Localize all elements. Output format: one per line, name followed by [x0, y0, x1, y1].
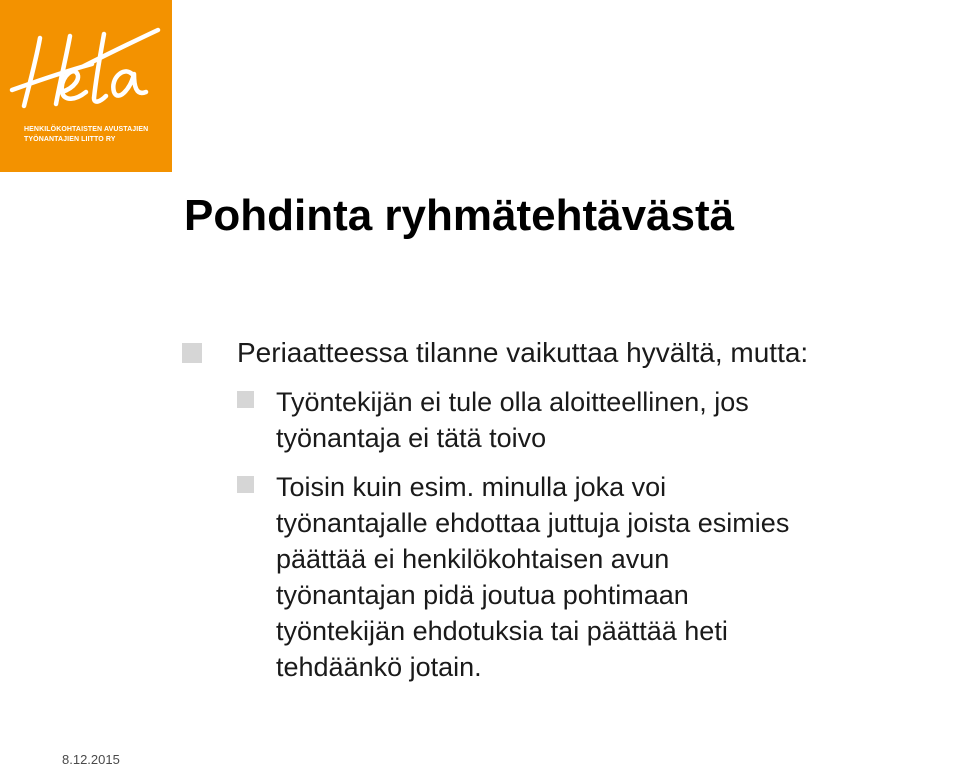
- logo-subtitle-line2: TYÖNANTAJIEN LIITTO RY: [24, 136, 116, 143]
- slide-title: Pohdinta ryhmätehtävästä: [184, 191, 735, 240]
- heta-logo: [0, 0, 172, 172]
- square-bullet-icon: [237, 476, 254, 493]
- footer-date: 8.12.2015: [62, 752, 120, 767]
- sub-bullet-line: Työntekijän ei tule olla aloitteellinen, jos: [276, 387, 749, 417]
- sub-bullet-line: päättää ei henkilökohtaisen avun: [276, 544, 670, 574]
- logo-subtitle-line1: HENKILÖKOHTAISTEN AVUSTAJIEN: [24, 126, 149, 133]
- sub-bullet-1: [237, 384, 957, 456]
- sub-bullet-line: työnantajan pidä joutua pohtimaan: [276, 580, 689, 610]
- heta-wordmark-logo: [0, 0, 172, 172]
- sub-bullet-2: [237, 469, 957, 685]
- square-bullet-icon: [182, 343, 202, 363]
- sub-bullet-line: Toisin kuin esim. minulla joka voi: [276, 472, 667, 502]
- sub-bullet-line: työnantajalle ehdottaa juttuja joista esimies: [276, 508, 790, 538]
- square-bullet-icon: [237, 391, 254, 408]
- sub-bullet-line: työnantaja ei tätä toivo: [276, 423, 547, 453]
- sub-bullet-line: työntekijän ehdotuksia tai päättää heti: [276, 616, 728, 646]
- bullet-text: Periaatteessa tilanne vaikuttaa hyvältä, mutta:: [237, 337, 809, 368]
- sub-bullet-line: tehdäänkö jotain.: [276, 652, 482, 682]
